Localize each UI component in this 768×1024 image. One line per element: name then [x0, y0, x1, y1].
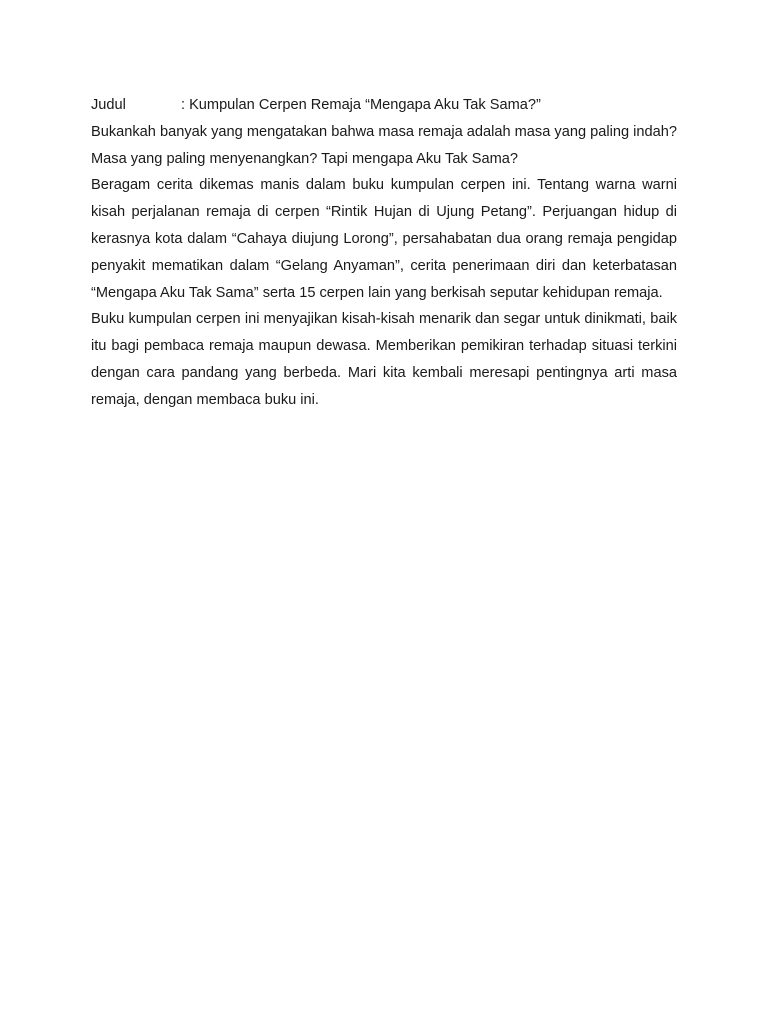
document-body — [91, 92, 677, 414]
paragraph-closing: Buku kumpulan cerpen ini menyajikan kisah-kisah menarik dan segar untuk dinikmati, baik itu bagi pembaca remaja maupun dewasa. Memberikan pemikiran terhadap situasi terkini dengan cara pandang yang berbeda. Mari kita kembali meresapi pentingnya arti masa remaja, dengan membaca buku ini. — [91, 311, 677, 408]
title-separator: : — [181, 97, 186, 113]
paragraph-intro: Bukankah banyak yang mengatakan bahwa masa remaja adalah masa yang paling indah? Masa yang paling menyenangkan? Tapi mengapa Aku Tak Sama? — [91, 123, 677, 167]
title-value: Kumpulan Cerpen Remaja “Mengapa Aku Tak Sama?” — [189, 97, 541, 113]
title-line — [91, 92, 677, 119]
title-label: Judul — [91, 97, 126, 113]
paragraph-stories: Beragam cerita dikemas manis dalam buku kumpulan cerpen ini. Tentang warna warni kisah perjalanan remaja di cerpen “Rintik Hujan di Ujung Petang”. Perjuangan hidup di kerasnya kota dalam “Cahaya diujung Lorong”, persahabatan dua orang remaja pengidap penyakit mematikan dalam “Gelang Anyaman”, cerita penerimaan diri dan keterbatasan “Mengapa Aku Tak Sama” serta 15 cerpen lain yang berkisah seputar kehidupan remaja. — [91, 177, 677, 301]
